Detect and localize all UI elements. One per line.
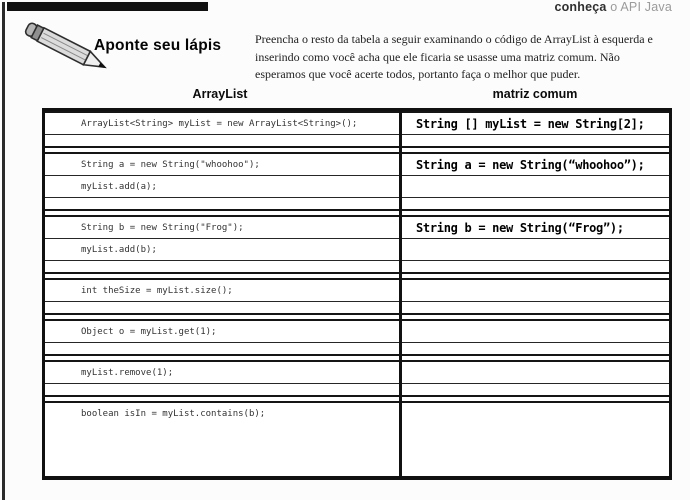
arraylist-code-cell: myList.add(b); — [81, 244, 157, 255]
chapter-reference-bold: conheça — [554, 0, 607, 14]
blank-left-cell — [45, 135, 399, 146]
matrix-answer-cell: String a = new String(“whoohoo”); — [416, 157, 645, 172]
blank-writing-row — [45, 197, 669, 209]
table-row — [45, 403, 669, 476]
arraylist-code-cell: myList.add(a); — [81, 181, 157, 192]
arraylist-code-cell: ArrayList<String> myList = new ArrayList<String>(); — [81, 118, 358, 129]
table-row — [45, 113, 669, 134]
blank-answer-cell — [399, 362, 669, 383]
blank-left-cell — [45, 198, 399, 209]
table-column-divider — [399, 108, 402, 480]
blank-answer-cell — [399, 280, 669, 301]
arraylist-code-cell: String b = new String("Frog"); — [81, 222, 244, 233]
arraylist-code-cell: int theSize = myList.size(); — [81, 285, 233, 296]
blank-answer-cell — [399, 302, 669, 313]
blank-writing-row — [45, 342, 669, 354]
table-row — [45, 280, 669, 301]
matrix-answer-cell: String [] myList = new String[2]; — [416, 116, 645, 131]
table-row — [45, 175, 669, 197]
table-group-5 — [45, 319, 669, 356]
exercise-table — [42, 108, 672, 480]
blank-writing-row — [45, 383, 669, 395]
column-header-matriz-comum: matriz comum — [492, 87, 578, 101]
matrix-answer-cell: String b = new String(“Frog”); — [416, 220, 624, 235]
table-group-4 — [45, 278, 669, 315]
column-header-arraylist: ArrayList — [192, 87, 248, 101]
exercise-title: Aponte seu lápis — [94, 37, 222, 54]
blank-left-cell — [45, 302, 399, 313]
chapter-reference — [554, 0, 672, 14]
blank-answer-cell — [399, 343, 669, 354]
blank-left-cell — [45, 343, 399, 354]
arraylist-code-cell: String a = new String("whoohoo"); — [81, 159, 260, 170]
table-group-7 — [45, 401, 669, 476]
blank-left-cell — [45, 384, 399, 395]
blank-answer-cell — [399, 176, 669, 197]
blank-answer-cell — [399, 198, 669, 209]
blank-answer-cell — [399, 384, 669, 395]
blank-writing-row — [45, 134, 669, 146]
exercise-instructions: Preencha o resto da tabela a seguir examinando o código de ArrayList à esquerda e inserindo como você acha que ele ficaria se usasse uma matriz comum. Não esperamos que você acerte todos, portanto faça o melhor que puder. — [255, 32, 653, 81]
table-row — [45, 321, 669, 342]
blank-answer-cell — [399, 135, 669, 146]
arraylist-code-cell: boolean isIn = myList.contains(b); — [81, 409, 266, 419]
blank-writing-row — [45, 301, 669, 313]
table-row — [45, 154, 669, 175]
arraylist-code-cell: Object o = myList.get(1); — [81, 326, 217, 337]
chapter-reference-light: o API Java — [606, 0, 672, 14]
blank-answer-cell — [399, 261, 669, 272]
table-row — [45, 217, 669, 238]
blank-left-cell — [45, 261, 399, 272]
table-row — [45, 238, 669, 260]
table-group-3 — [45, 215, 669, 274]
table-group-1 — [45, 111, 669, 148]
table-row — [45, 362, 669, 383]
blank-answer-cell — [399, 321, 669, 342]
table-group-2 — [45, 152, 669, 211]
page-left-border — [2, 2, 5, 500]
blank-writing-row — [45, 260, 669, 272]
arraylist-code-cell: myList.remove(1); — [81, 367, 174, 378]
table-group-6 — [45, 360, 669, 397]
blank-answer-cell — [399, 239, 669, 260]
top-left-bar — [7, 2, 208, 11]
